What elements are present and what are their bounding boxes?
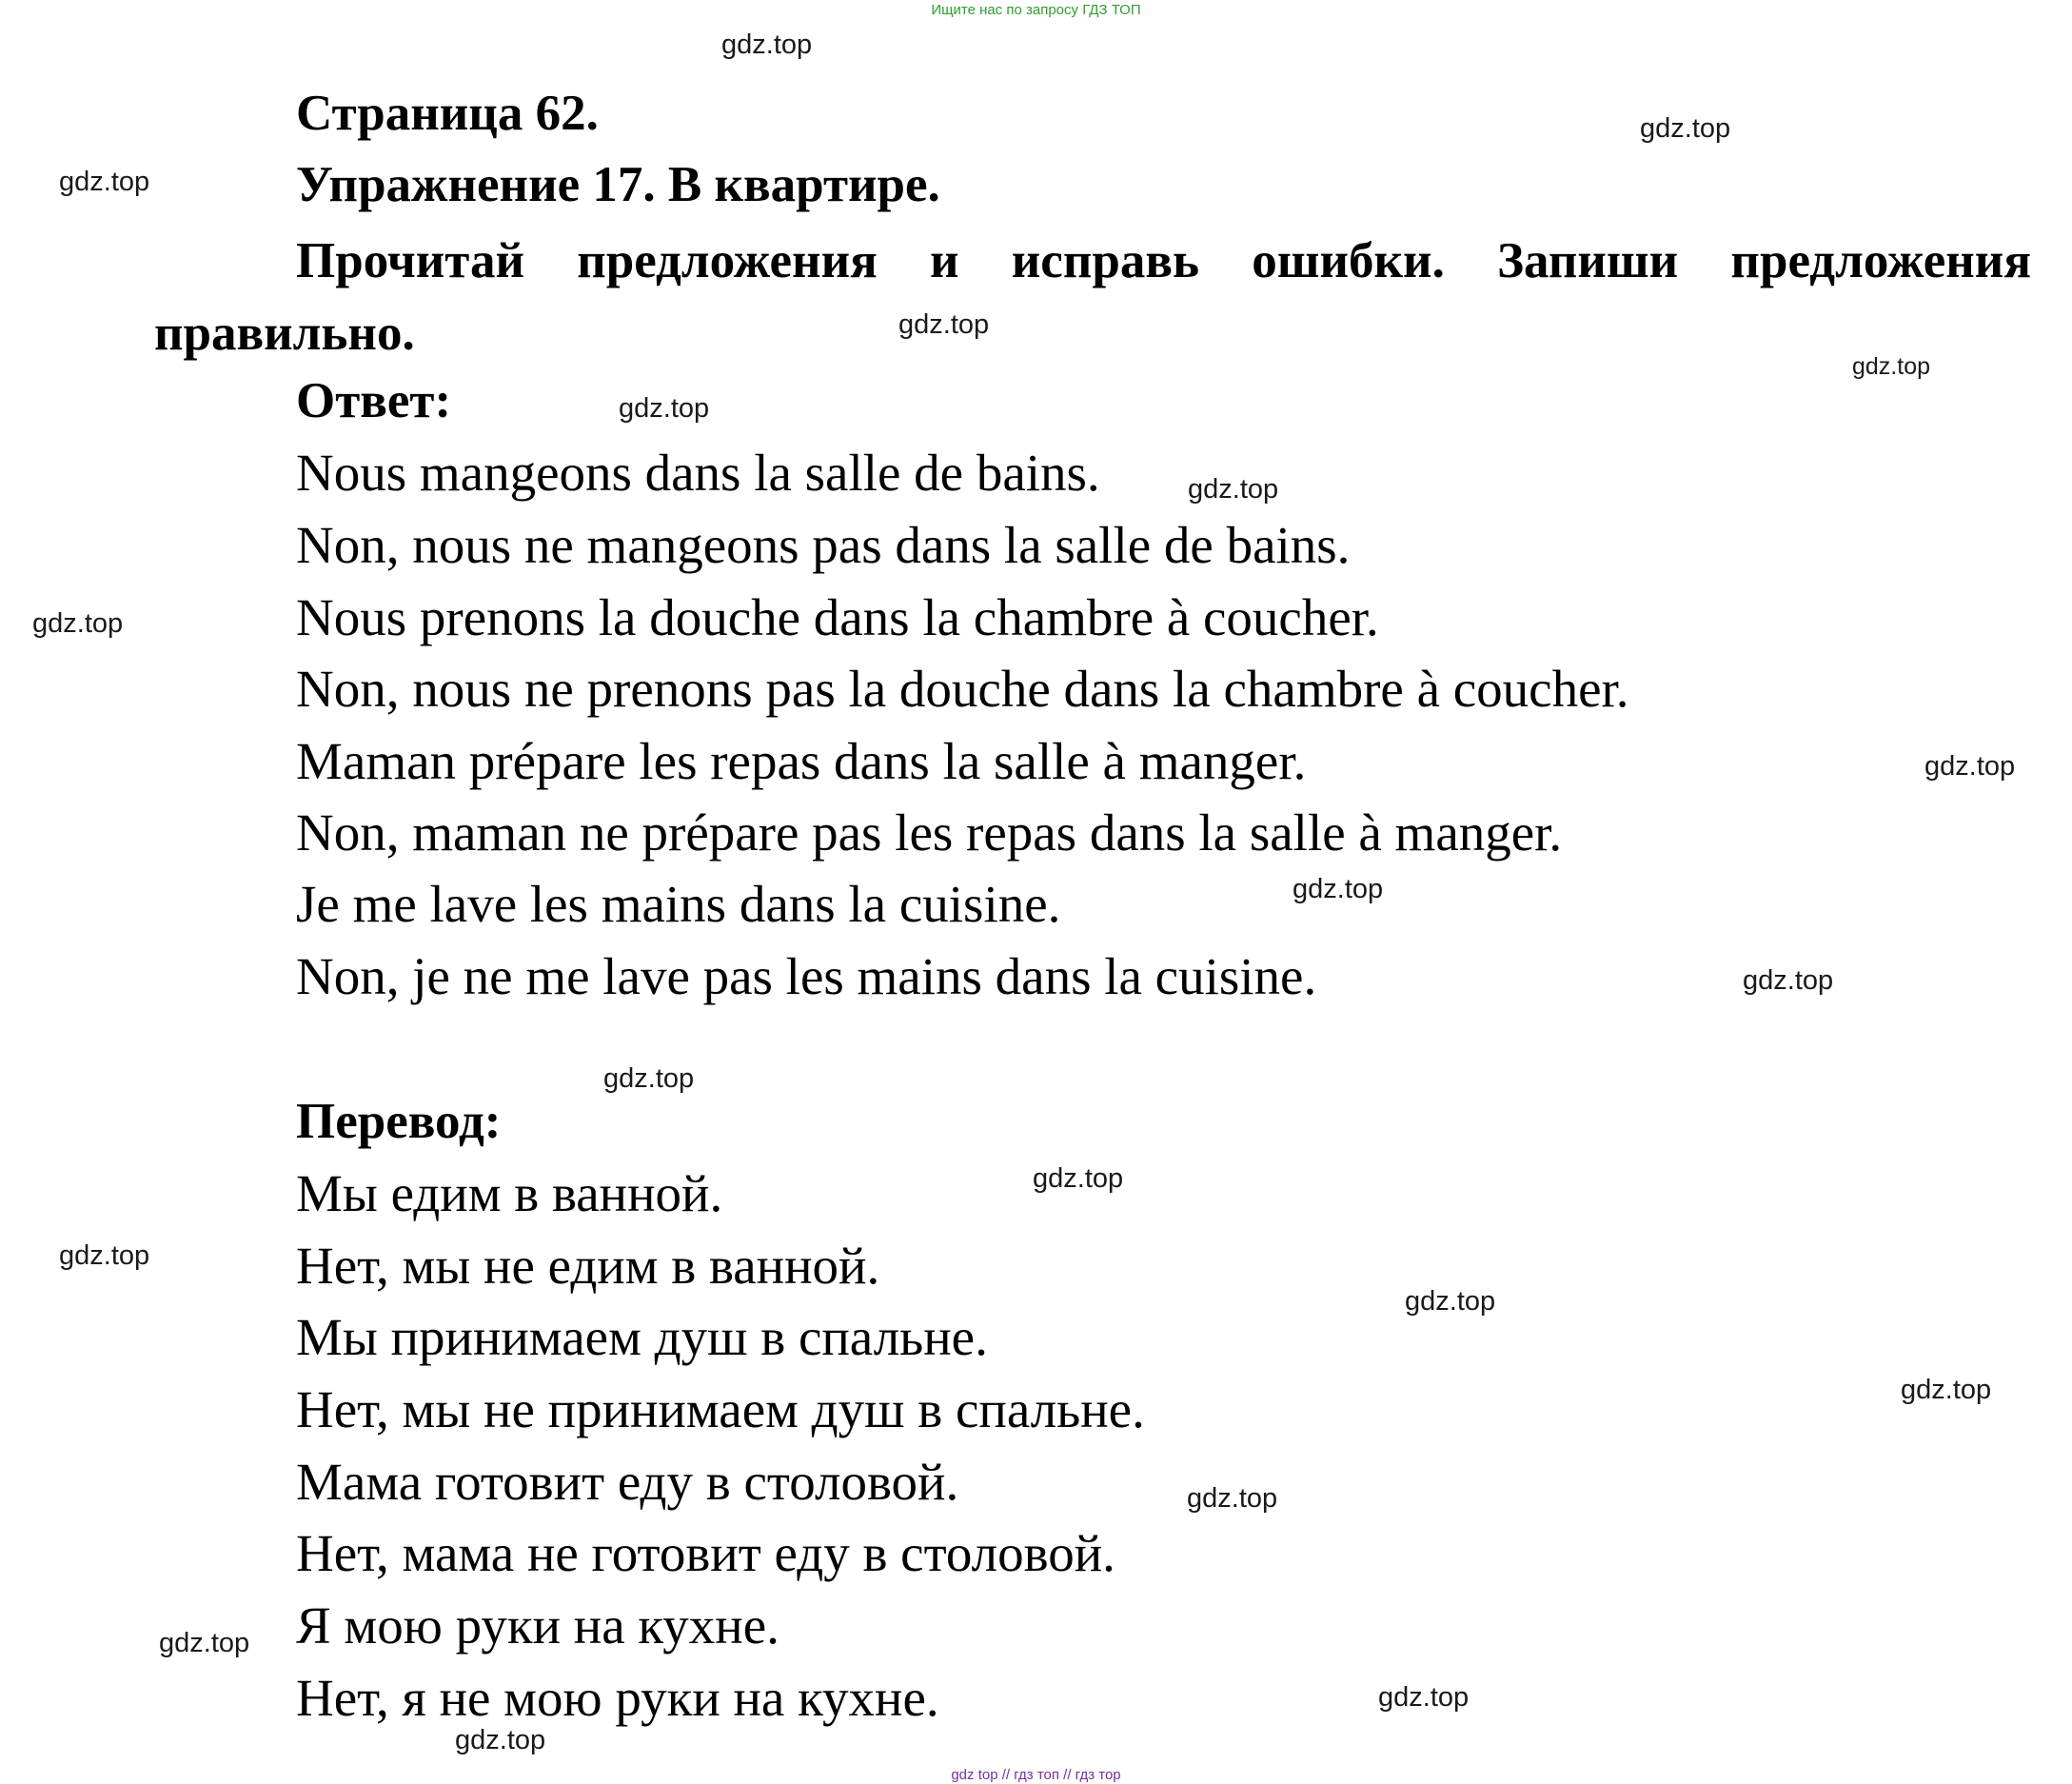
watermark: gdz.top xyxy=(898,309,990,340)
watermark: gdz.top xyxy=(32,608,124,639)
watermark: gdz.top xyxy=(619,393,710,424)
watermark: gdz.top xyxy=(721,30,813,60)
watermark: gdz.top xyxy=(1743,965,1834,996)
top-banner xyxy=(0,2,2072,19)
bottom-banner xyxy=(0,1767,2072,1784)
watermark: gdz.top xyxy=(1640,113,1731,144)
answer-heading: Ответ: xyxy=(296,373,452,428)
answer-line: Je me lave les mains dans la cuisine. xyxy=(296,875,1061,933)
watermark: gdz.top xyxy=(59,167,150,197)
translation-line: Мама готовит еду в столовой. xyxy=(296,1453,959,1511)
watermark: gdz.top xyxy=(1188,474,1279,505)
watermark: gdz.top xyxy=(1033,1163,1124,1194)
translation-line: Я мою руки на кухне. xyxy=(296,1596,779,1655)
translation-heading: Перевод: xyxy=(296,1094,502,1149)
answer-line: Non, nous ne mangeons pas dans la salle de bains. xyxy=(296,516,1351,574)
exercise-heading: Упражнение 17. В квартире. xyxy=(296,157,940,212)
watermark: gdz.top xyxy=(1901,1375,1992,1405)
task-text: Прочитай предложения и исправь ошибки. Запиши предложения правильно. xyxy=(154,233,2031,361)
watermark: gdz.top xyxy=(1187,1483,1278,1514)
answer-line: Non, nous ne prenons pas la douche dans la chambre à coucher. xyxy=(296,660,1629,718)
watermark: gdz.top xyxy=(1924,751,2016,782)
translation-line: Нет, мы не едим в ванной. xyxy=(296,1237,880,1295)
translation-line: Нет, мы не принимаем душ в спальне. xyxy=(296,1380,1145,1438)
watermark: gdz.top xyxy=(159,1628,250,1658)
answer-line: Nous mangeons dans la salle de bains. xyxy=(296,444,1100,502)
translation-line: Мы едим в ванной. xyxy=(296,1164,723,1222)
answer-line: Non, maman ne prépare pas les repas dans la salle à manger. xyxy=(296,803,1563,862)
watermark: gdz.top xyxy=(603,1063,695,1094)
top-banner-text: Ищите нас по запросу ГДЗ ТОП xyxy=(931,2,1141,18)
answer-line: Maman prépare les repas dans la salle à manger. xyxy=(296,732,1307,790)
watermark: gdz.top xyxy=(1378,1682,1470,1713)
answer-line: Non, je ne me lave pas les mains dans la cuisine. xyxy=(296,947,1317,1005)
translation-line: Нет, я не мою руки на кухне. xyxy=(296,1669,939,1727)
bottom-banner-text: gdz top // гдз топ // гдз тор xyxy=(951,1767,1121,1783)
translation-line: Мы принимаем душ в спальне. xyxy=(296,1308,988,1366)
watermark: gdz.top xyxy=(455,1725,546,1755)
watermark: gdz.top xyxy=(59,1240,150,1271)
answer-line: Nous prenons la douche dans la chambre à coucher. xyxy=(296,588,1379,646)
watermark: gdz.top xyxy=(1293,874,1384,904)
translation-line: Нет, мама не готовит еду в столовой. xyxy=(296,1524,1115,1582)
watermark: gdz.top xyxy=(1852,353,1931,380)
page-heading: Страница 62. xyxy=(296,86,599,141)
watermark: gdz.top xyxy=(1405,1286,1496,1317)
